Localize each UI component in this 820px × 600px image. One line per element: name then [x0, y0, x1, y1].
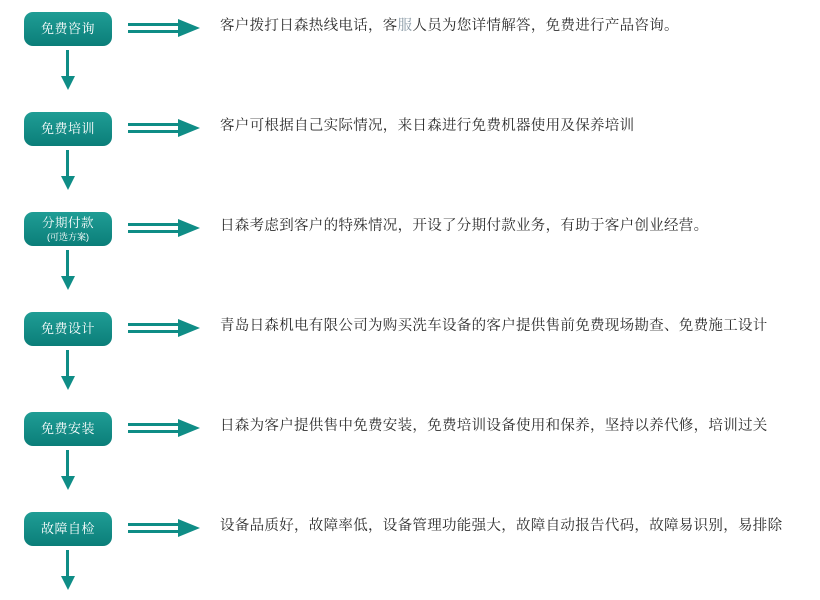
right-arrow-icon	[128, 518, 208, 540]
right-arrow-icon	[128, 18, 208, 40]
step-pill-body	[24, 512, 112, 546]
step-description-part-2: 人员为您详情解答，免费进行产品咨询。	[412, 18, 679, 34]
down-arrow-icon	[60, 550, 76, 592]
step-description-part-1: 青岛日森机电有限公司为购买洗车设备的客户提供售前免费现场勘查、免费施工设计	[220, 318, 768, 334]
down-arrow-icon	[60, 250, 76, 292]
step-description	[220, 116, 800, 138]
step-pill-body	[24, 412, 112, 446]
step-pill-body	[24, 112, 112, 146]
step-description	[220, 216, 800, 238]
step-pill-label: 免费咨询	[40, 20, 95, 36]
step-pill[interactable]	[24, 212, 112, 246]
step-description-part-1: 客户拨打日森热线电话，客	[220, 18, 398, 34]
step-description	[220, 16, 800, 38]
step-description-faded: 服	[397, 18, 413, 34]
step-description	[220, 416, 800, 438]
flow-step	[0, 200, 820, 300]
step-pill[interactable]	[24, 312, 112, 346]
flow-step	[0, 400, 820, 500]
step-pill-body	[24, 212, 112, 246]
step-pill-label: 故障自检	[40, 520, 95, 536]
step-pill-label: 免费安装	[40, 420, 95, 436]
step-description	[220, 516, 800, 538]
step-description	[220, 316, 800, 338]
step-pill-body	[24, 312, 112, 346]
down-arrow-icon	[60, 450, 76, 492]
step-pill-sublabel: (可选方案)	[47, 231, 89, 242]
down-arrow-icon	[60, 50, 76, 92]
step-pill-body	[24, 12, 112, 46]
flow-step	[0, 300, 820, 400]
step-description-part-1: 设备品质好，故障率低，设备管理功能强大，故障自动报告代码，故障易识别，易排除	[220, 518, 783, 534]
right-arrow-icon	[128, 318, 208, 340]
down-arrow-icon	[60, 150, 76, 192]
flow-step	[0, 500, 820, 600]
right-arrow-icon	[128, 418, 208, 440]
step-description-part-1: 日森考虑到客户的特殊情况，开设了分期付款业务，有助于客户创业经营。	[220, 218, 709, 234]
step-pill-label: 分期付款	[41, 216, 94, 231]
right-arrow-icon	[128, 218, 208, 240]
step-pill[interactable]	[24, 112, 112, 146]
step-pill[interactable]	[24, 412, 112, 446]
down-arrow-icon	[60, 350, 76, 392]
step-pill-label: 免费培训	[40, 120, 95, 136]
flow-step	[0, 0, 820, 100]
step-description-part-1: 客户可根据自己实际情况，来日森进行免费机器使用及保养培训	[220, 118, 635, 134]
step-pill-label: 免费设计	[40, 320, 95, 336]
right-arrow-icon	[128, 118, 208, 140]
step-pill[interactable]	[24, 12, 112, 46]
step-description-part-1: 日森为客户提供售中免费安装，免费培训设备使用和保养，坚持以养代修，培训过关	[220, 418, 768, 434]
flow-step	[0, 100, 820, 200]
step-pill[interactable]	[24, 512, 112, 546]
